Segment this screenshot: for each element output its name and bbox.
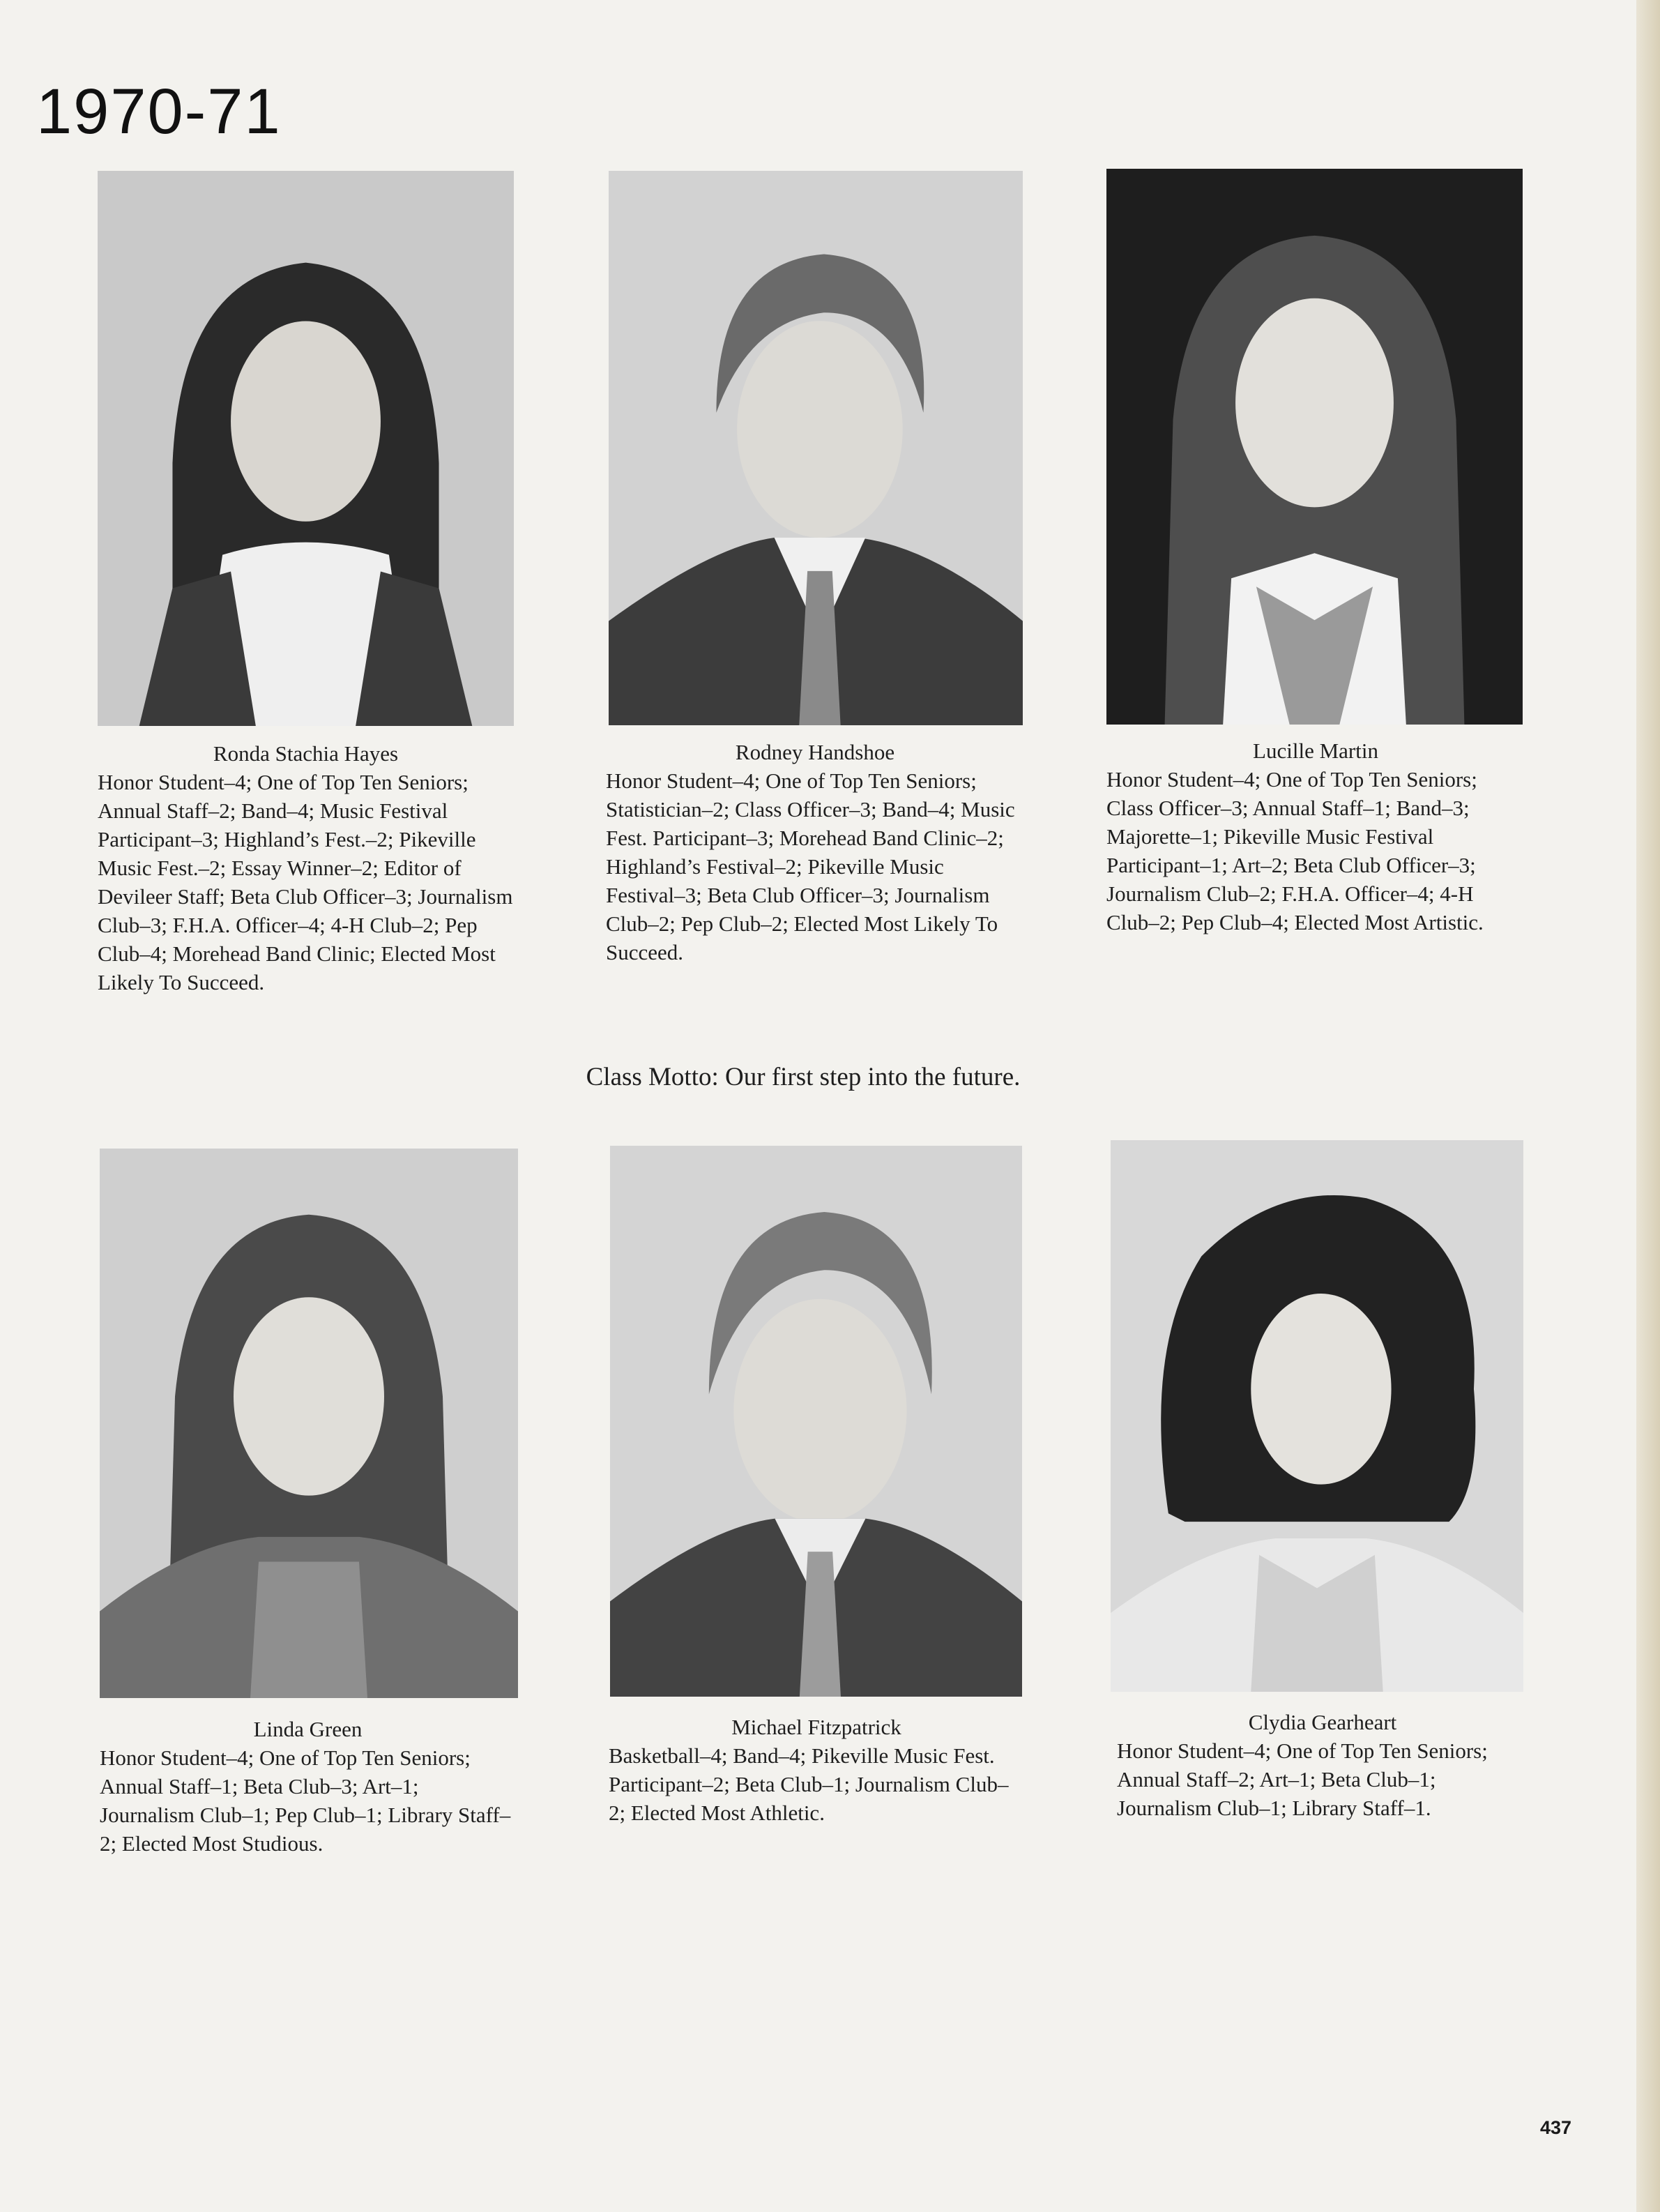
page-number: 437 (1540, 2117, 1572, 2138)
portrait-photo (98, 171, 514, 726)
student-name: Linda Green (253, 1717, 363, 1741)
student-activities: Honor Student–4; One of Top Ten Seniors; Annual Staff–1; Beta Club–3; Art–1; Journalism Club–1; Pep Club–1; Library Staff–2; Elected Most Studious. (100, 1745, 511, 1856)
portrait-photo (609, 171, 1023, 725)
student-name: Rodney Handshoe (735, 740, 895, 764)
student-activities: Honor Student–4; One of Top Ten Seniors; Statistician–2; Class Officer–3; Band–4; Music Fest. Participant–3; Morehead Band Clinic–2; Highland’s Festival–2; Pikeville Music Festival–3; Beta Club Officer–3; Journalism Club–2; Pep Club–2; Elected Most Likely To Succeed. (606, 768, 1015, 964)
student-caption (98, 739, 514, 997)
student-caption (100, 1715, 516, 1858)
student-caption (1106, 736, 1525, 937)
student-activities: Basketball–4; Band–4; Pikeville Music Fest. Participant–2; Beta Club–1; Journalism Club–2; Elected Most Athletic. (609, 1743, 1009, 1825)
portrait-photo (1111, 1140, 1523, 1692)
student-name: Ronda Stachia Hayes (213, 741, 399, 766)
class-motto: Class Motto: Our first step into the future. (586, 1063, 1021, 1091)
portrait-photo (1106, 169, 1523, 725)
page-edge (1636, 0, 1660, 2212)
portrait-photo (610, 1146, 1022, 1697)
student-caption (606, 738, 1024, 967)
page-title: 1970-71 (36, 76, 282, 147)
student-name: Clydia Gearheart (1248, 1710, 1397, 1734)
student-activities: Honor Student–4; One of Top Ten Seniors; Class Officer–3; Annual Staff–1; Band–3; Majorette–1; Pikeville Music Festival Participant–1; Art–2; Beta Club Officer–3; Journalism Club–2; F.H.A. Officer–4; 4-H Club–2; Pep Club–4; Elected Most Artistic. (1106, 767, 1484, 934)
student-caption (1117, 1708, 1528, 1822)
student-activities: Honor Student–4; One of Top Ten Seniors; Annual Staff–2; Art–1; Beta Club–1; Journalism Club–1; Library Staff–1. (1117, 1738, 1488, 1820)
student-name: Lucille Martin (1253, 738, 1378, 763)
portrait-photo (100, 1149, 518, 1698)
student-name: Michael Fitzpatrick (731, 1715, 901, 1739)
student-caption (609, 1713, 1024, 1827)
student-activities: Honor Student–4; One of Top Ten Seniors; Annual Staff–2; Band–4; Music Festival Participant–3; Highland’s Fest.–2; Pikeville Music Fest.–2; Essay Winner–2; Editor of Devileer Staff; Beta Club Officer–3; Journalism Club–3; F.H.A. Officer–4; 4-H Club–2; Pep Club–4; Morehead Band Clinic; Elected Most Likely To Succeed. (98, 770, 513, 994)
